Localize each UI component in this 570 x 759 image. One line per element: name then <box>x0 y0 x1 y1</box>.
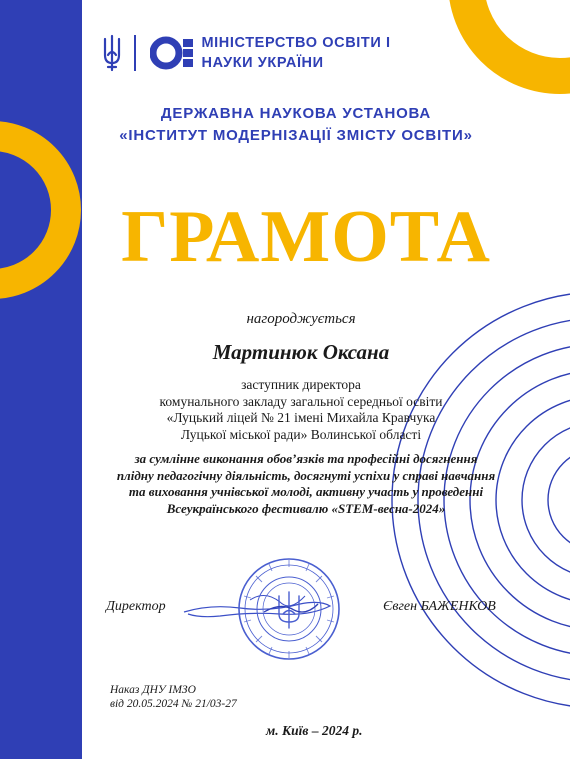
institute-line-1: ДЕРЖАВНА НАУКОВА УСТАНОВА <box>160 105 432 122</box>
reason-line: плідну педагогічну діяльність, досягнуті успіхи у справі навчання <box>116 467 496 483</box>
order-line-2: від 20.05.2024 № 21/03-27 <box>110 698 237 710</box>
reason-line: та виховання учнівської молоді, активну участь у проведенні <box>128 484 484 499</box>
city-year: м. Київ – 2024 р. <box>266 723 363 738</box>
trident-icon <box>102 33 122 73</box>
recipient-position <box>96 377 506 443</box>
ministry-line-2: НАУКИ УКРАЇНИ <box>201 55 324 71</box>
recipient-name: Мартинюк Оксана <box>212 340 390 364</box>
position-line: Луцької міської ради» Волинської області <box>180 426 422 442</box>
director-name: Євген БАЖЕНКОВ <box>383 599 496 614</box>
order-line-1: Наказ ДНУ ІМЗО <box>110 684 196 696</box>
position-line: заступник директора <box>241 377 361 392</box>
institute-name <box>96 103 496 147</box>
ministry-name <box>202 33 391 73</box>
reason-line: Всеукраїнського фестивалю «STEM-весна-2024» <box>166 500 446 516</box>
official-stamp-icon <box>236 556 342 662</box>
award-reason <box>96 451 516 517</box>
order-reference <box>110 683 237 711</box>
ministry-header <box>102 33 391 73</box>
awarded-text: нагороджується <box>246 311 356 327</box>
institute-line-2: «ІНСТИТУТ МОДЕРНІЗАЦІЇ ЗМІСТУ ОСВІТИ» <box>119 127 473 144</box>
certificate-title: ГРАМОТА <box>121 196 491 278</box>
ministry-line-1: МІНІСТЕРСТВО ОСВІТИ І <box>201 35 391 51</box>
header-separator <box>134 35 136 71</box>
director-label: Директор <box>106 599 166 614</box>
ministry-logo-icon <box>150 33 194 73</box>
position-line: «Луцький ліцей № 21 імені Михайла Кравчука <box>166 410 436 425</box>
position-line: комунального закладу загальної середньої освіти <box>159 393 443 409</box>
reason-line: за сумлінне виконання обов’язків та професійні досягнення <box>134 451 478 466</box>
